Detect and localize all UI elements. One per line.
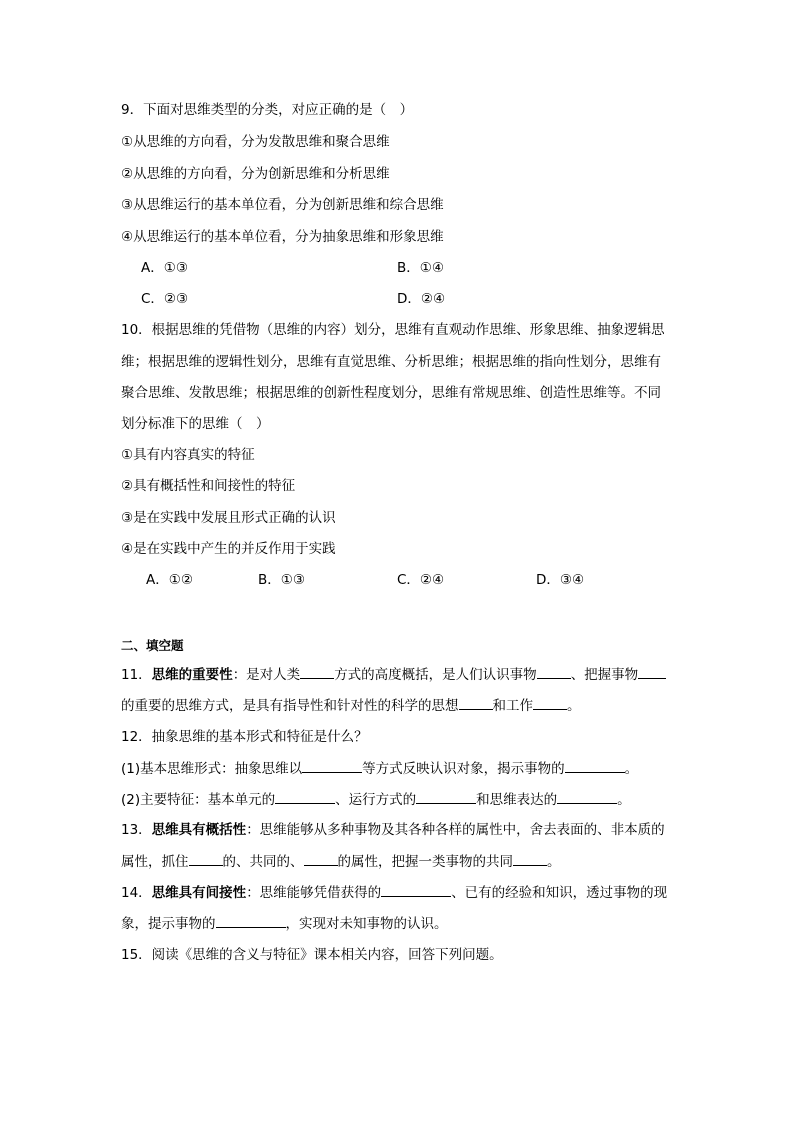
q13-text: 的属性，把握一类事物的共同 <box>337 854 513 870</box>
q11-line-2 <box>121 695 581 716</box>
q10-option-b[interactable]: B．①③ <box>258 572 305 588</box>
q12-line-1 <box>121 758 638 779</box>
q13-blank-1[interactable] <box>189 851 223 866</box>
q11-line-1 <box>121 664 666 685</box>
q13-blank-3[interactable] <box>513 851 547 866</box>
q15-stem: 15．阅读《思维的含义与特征》课本相关内容，回答下列问题。 <box>121 947 503 963</box>
q10-item-1: ①具有内容真实的特征 <box>121 447 255 463</box>
q11-text: 方式的高度概括，是人们认识事物 <box>334 667 537 683</box>
q12-stem: 12．抽象思维的基本形式和特征是什么？ <box>121 729 368 745</box>
q12-line-2 <box>121 789 631 810</box>
q11-text: 和工作 <box>492 698 533 714</box>
q11-text: ：是对人类 <box>232 667 301 683</box>
q11-blank-4[interactable] <box>459 695 493 710</box>
q13-line-2 <box>121 851 561 872</box>
q11-blank-5[interactable] <box>533 695 567 710</box>
q9-option-c[interactable]: C．②③ <box>141 291 189 307</box>
q14-text: ：思维能够凭借获得的 <box>246 885 382 901</box>
q12-blank-5[interactable] <box>557 789 617 804</box>
q13-text: 的、共同的、 <box>222 854 304 870</box>
q13-text: 属性，抓住 <box>121 854 189 870</box>
q11-text: 的重要的思维方式，是具有指导性和针对性的科学的思想 <box>121 698 459 714</box>
q10-stem-line-2: 维；根据思维的逻辑性划分，思维有直觉思维、分析思维；根据思维的指向性划分，思维有 <box>121 354 661 370</box>
q11-blank-1[interactable] <box>300 664 334 679</box>
q14-line-1 <box>121 882 667 903</box>
section-title: 二、填空题 <box>121 638 184 653</box>
q13-line-1 <box>121 820 665 840</box>
q14-blank-2[interactable] <box>216 913 286 928</box>
q11-blank-3[interactable] <box>638 664 666 679</box>
q10-stem-line-4: 划分标准下的思维（ ） <box>121 416 270 432</box>
q10-item-3: ③是在实践中发展且形式正确的认识 <box>121 510 336 526</box>
q11-text: 。 <box>567 698 581 714</box>
q14-number: 14． <box>121 885 152 901</box>
q9-option-d[interactable]: D．②④ <box>397 291 446 307</box>
q11-blank-2[interactable] <box>537 664 571 679</box>
q13-text: ：思维能够从多种事物及其各种各样的属性中，舍去表面的、非本质的 <box>246 822 665 838</box>
q14-line-2 <box>121 913 448 934</box>
q10-stem-line-1: 10．根据思维的凭借物（思维的内容）划分，思维有直观动作思维、形象思维、抽象逻辑思 <box>121 322 665 338</box>
q13-number: 13． <box>121 822 152 838</box>
q12-blank-1[interactable] <box>302 758 362 773</box>
q14-blank-1[interactable] <box>381 882 451 897</box>
q13-keyword: 思维具有概括性 <box>151 822 247 838</box>
q9-option-b[interactable]: B．①④ <box>397 260 444 276</box>
q13-text: 。 <box>547 854 561 870</box>
q9-item-3: ③从思维运行的基本单位看，分为创新思维和综合思维 <box>121 197 444 213</box>
q14-text: 、已有的经验和知识，透过事物的现 <box>451 885 668 901</box>
q10-item-2: ②具有概括性和间接性的特征 <box>121 478 296 494</box>
q12-text: 。 <box>617 792 631 808</box>
q9-option-a[interactable]: A．①③ <box>141 260 188 276</box>
q10-option-c[interactable]: C．②④ <box>397 572 445 588</box>
q9-stem: 9．下面对思维类型的分类，对应正确的是（ ） <box>121 102 414 118</box>
q9-item-1: ①从思维的方向看，分为发散思维和聚合思维 <box>121 134 390 150</box>
q14-text: 象，提示事物的 <box>121 916 216 932</box>
q11-number: 11． <box>121 667 152 683</box>
q9-item-2: ②从思维的方向看，分为创新思维和分析思维 <box>121 166 390 182</box>
q14-text: ，实现对未知事物的认识。 <box>285 916 448 932</box>
q12-text: 和思维表达的 <box>476 792 558 808</box>
q9-item-4: ④从思维运行的基本单位看，分为抽象思维和形象思维 <box>121 229 444 245</box>
q14-keyword: 思维具有间接性 <box>151 885 247 901</box>
q12-blank-3[interactable] <box>275 789 335 804</box>
q11-keyword: 思维的重要性 <box>151 667 233 683</box>
q12-text: 等方式反映认识对象，揭示事物的 <box>362 761 565 777</box>
q12-text: 。 <box>624 761 639 777</box>
q12-blank-2[interactable] <box>565 758 625 773</box>
q12-text: (2)主要特征：基本单元的 <box>121 792 276 808</box>
q10-item-4: ④是在实践中产生的并反作用于实践 <box>121 541 336 557</box>
q12-blank-4[interactable] <box>416 789 476 804</box>
q10-stem-line-3: 聚合思维、发散思维；根据思维的创新性程度划分，思维有常规思维、创造性思维等。不同 <box>121 385 661 401</box>
q13-blank-2[interactable] <box>304 851 338 866</box>
q10-option-d[interactable]: D．③④ <box>536 572 585 588</box>
q12-text: (1)基本思维形式：抽象思维以 <box>121 761 303 777</box>
q12-text: 、运行方式的 <box>335 792 417 808</box>
q10-option-a[interactable]: A．①② <box>146 572 193 588</box>
q11-text: 、把握事物 <box>570 667 639 683</box>
